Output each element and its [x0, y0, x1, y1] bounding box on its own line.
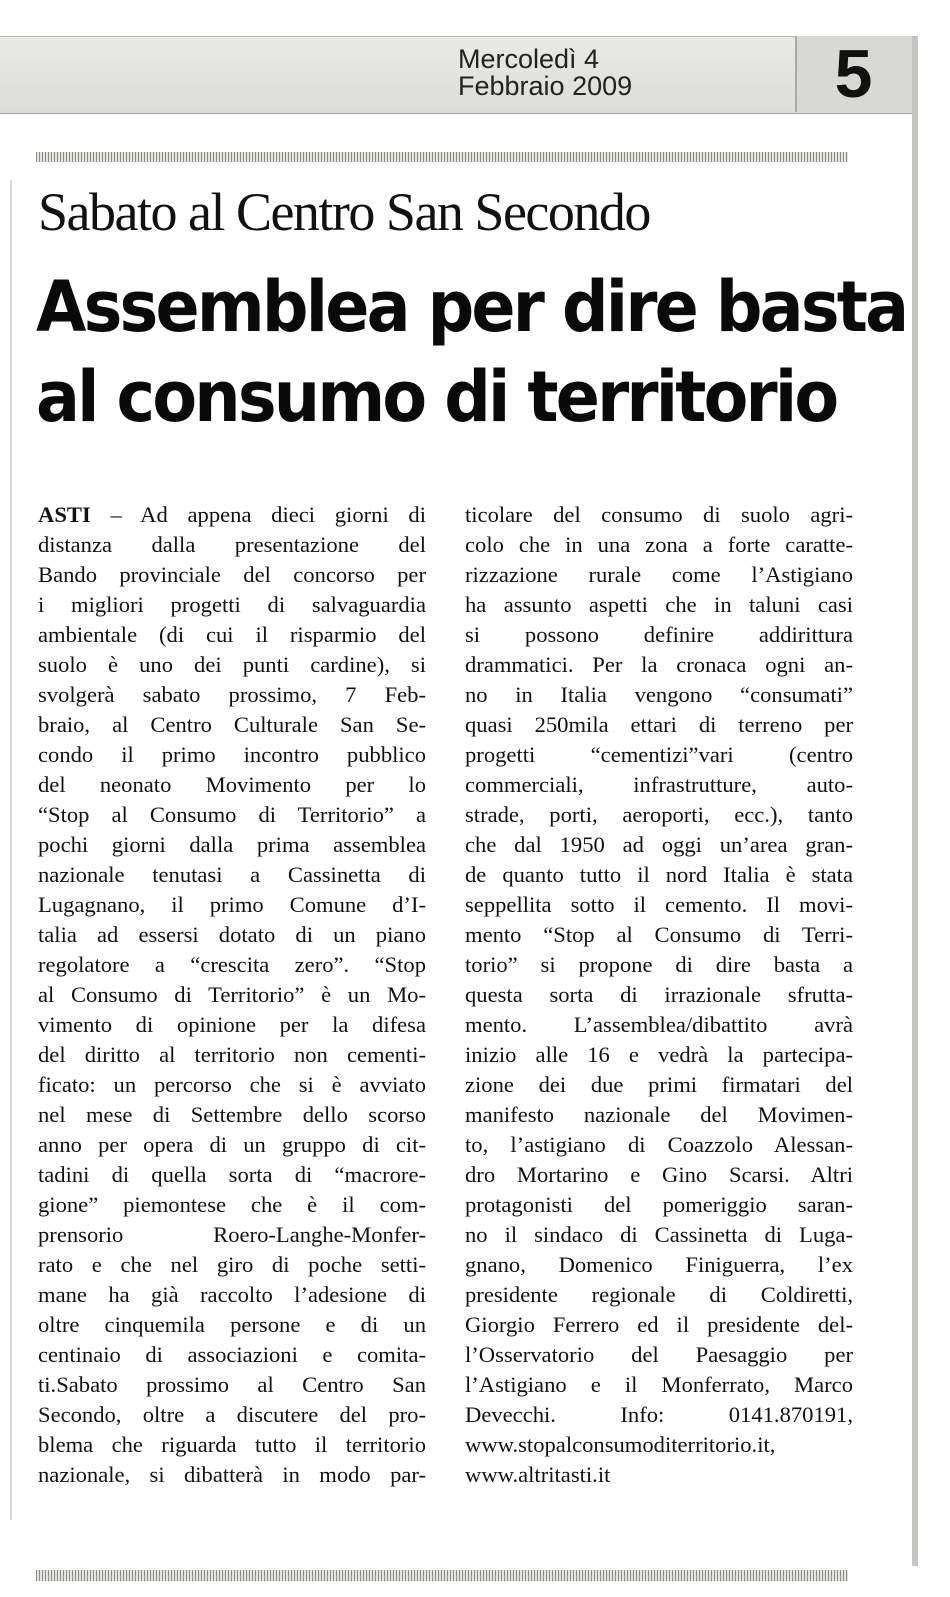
- column-line: quasi 250mila ettari di terreno per: [465, 712, 853, 737]
- column-line: gione” piemontese che è il com-: [38, 1192, 426, 1217]
- issue-date-line1: Mercoledì 4: [458, 44, 600, 74]
- column-line: torio” si propone di dire basta a: [465, 952, 853, 977]
- column-line: prensorio Roero-Langhe-Monfer-: [38, 1222, 426, 1247]
- column-line: de quanto tutto il nord Italia è stata: [465, 862, 853, 887]
- column-line: del diritto al territorio non cementi-: [38, 1042, 426, 1067]
- column-line: strade, porti, aeroporti, ecc.), tanto: [465, 802, 853, 827]
- column-line: che dal 1950 ad oggi un’area gran-: [465, 832, 853, 857]
- column-line: i migliori progetti di salvaguardia: [38, 592, 426, 617]
- column-line: gnano, Domenico Finiguerra, l’ex: [465, 1252, 853, 1277]
- article-column-left: [38, 500, 426, 1490]
- column-line: www.altritasti.it: [465, 1462, 611, 1487]
- column-line: Secondo, oltre a discutere del pro-: [38, 1402, 426, 1427]
- dateline: ASTI: [38, 502, 91, 527]
- column-line: rato e che nel giro di poche setti-: [38, 1252, 426, 1277]
- column-line: l’Astigiano e il Monferrato, Marco: [465, 1372, 853, 1397]
- column-line: [38, 500, 426, 530]
- article-kicker: Sabato al Centro San Secondo: [38, 182, 650, 242]
- column-line: presidente regionale di Coldiretti,: [465, 1282, 853, 1307]
- column-line: nel mese di Settembre dello scorso: [38, 1102, 426, 1127]
- column-line: commerciali, infrastrutture, auto-: [465, 772, 853, 797]
- article-column-right: [465, 500, 853, 1490]
- column-line: to, l’astigiano di Coazzolo Alessan-: [465, 1132, 853, 1157]
- column-line: protagonisti del pomeriggio saran-: [465, 1192, 853, 1217]
- column-line: Devecchi. Info: 0141.870191,: [465, 1402, 853, 1427]
- column-line: “Stop al Consumo di Territorio” a: [38, 802, 426, 827]
- column-line: ha assunto aspetti che in taluni casi: [465, 592, 853, 617]
- column-line: zione dei due primi firmatari del: [465, 1072, 853, 1097]
- column-line: Bando provinciale del concorso per: [38, 562, 426, 587]
- column-line: blema che riguarda tutto il territorio: [38, 1432, 426, 1457]
- column-line: nazionale tenutasi a Cassinetta di: [38, 862, 426, 887]
- column-line: anno per opera di un gruppo di cit-: [38, 1132, 426, 1157]
- column-line: manifesto nazionale del Movimen-: [465, 1102, 853, 1127]
- column-line: nazionale, si dibatterà in modo par-: [38, 1462, 426, 1487]
- column-line: colo che in una zona a forte caratte-: [465, 532, 853, 557]
- column-line: mento. L’assemblea/dibattito avrà: [465, 1012, 853, 1037]
- column-line: tadini di quella sorta di “macrore-: [38, 1162, 426, 1187]
- column-line: inizio alle 16 e vedrà la partecipa-: [465, 1042, 853, 1067]
- column-line: rizzazione rurale come l’Astigiano: [465, 562, 853, 587]
- headline-line1: Assemblea per dire basta: [36, 266, 907, 348]
- column-line: no in Italia vengono “consumati”: [465, 682, 853, 707]
- issue-date: [458, 46, 778, 100]
- column-line: no il sindaco di Cassinetta di Luga-: [465, 1222, 853, 1247]
- column-line: ticolare del consumo di suolo agri-: [465, 502, 853, 527]
- column-line: ambientale (di cui il risparmio del: [38, 622, 426, 647]
- column-line: suolo è uno dei punti cardine), si: [38, 652, 426, 677]
- column-line: ficato: un percorso che si è avviato: [38, 1072, 426, 1097]
- column-line: www.stopalconsumoditerritorio.it,: [465, 1432, 776, 1457]
- column-line-text: – Ad appena dieci giorni di: [90, 502, 426, 527]
- issue-date-line2: Febbraio 2009: [458, 71, 633, 101]
- column-line: Lugagnano, il primo Comune d’I-: [38, 892, 426, 917]
- column-line: seppellita sotto il cemento. Il movi-: [465, 892, 853, 917]
- column-line: pochi giorni dalla prima assemblea: [38, 832, 426, 857]
- column-line: del neonato Movimento per lo: [38, 772, 426, 797]
- column-line: al Consumo di Territorio” è un Mo-: [38, 982, 426, 1007]
- right-border: [912, 36, 918, 1566]
- column-line: centinaio di associazioni e comita-: [38, 1342, 426, 1367]
- column-line: Giorgio Ferrero ed il presidente del-: [465, 1312, 853, 1337]
- bottom-divider: [36, 1570, 848, 1581]
- column-line: mento “Stop al Consumo di Terri-: [465, 922, 853, 947]
- column-line: regolatore a “crescita zero”. “Stop: [38, 952, 426, 977]
- column-line: ti.Sabato prossimo al Centro San: [38, 1372, 426, 1397]
- column-line: vimento di opinione per la difesa: [38, 1012, 426, 1037]
- column-line: svolgerà sabato prossimo, 7 Feb-: [38, 682, 426, 707]
- top-divider: [36, 152, 848, 162]
- article-headline: [36, 262, 907, 442]
- column-line: questa sorta di irrazionale sfrutta-: [465, 982, 853, 1007]
- column-line: si possono definire addirittura: [465, 622, 853, 647]
- column-line: oltre cinquemila persone e di un: [38, 1312, 426, 1337]
- headline-line2: al consumo di territorio: [36, 356, 837, 438]
- column-line: braio, al Centro Culturale San Se-: [38, 712, 426, 737]
- column-line: mane ha già raccolto l’adesione di: [38, 1282, 426, 1307]
- left-rule: [10, 180, 12, 1520]
- page-number: 5: [834, 36, 873, 112]
- column-line: condo il primo incontro pubblico: [38, 742, 426, 767]
- column-line: drammatici. Per la cronaca ogni an-: [465, 652, 853, 677]
- column-line: distanza dalla presentazione del: [38, 532, 426, 557]
- column-line: dro Mortarino e Gino Scarsi. Altri: [465, 1162, 853, 1187]
- column-line: progetti “cementizi”vari (centro: [465, 742, 853, 767]
- column-line: talia ad essersi dotato di un piano: [38, 922, 426, 947]
- column-line: l’Osservatorio del Paesaggio per: [465, 1342, 853, 1367]
